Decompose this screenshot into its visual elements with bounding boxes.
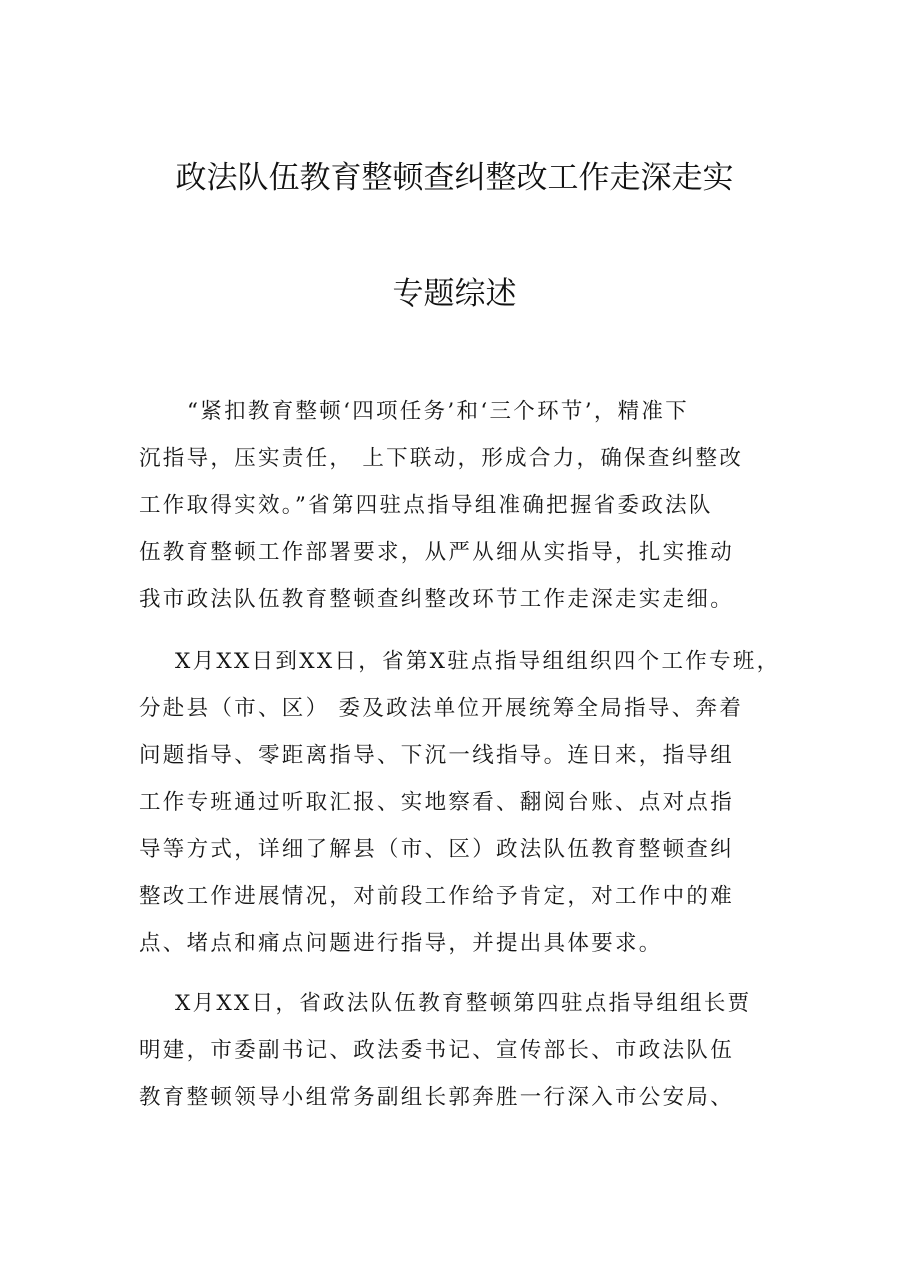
paragraph-line: 工作取得实效。”省第四驻点指导组准确把握省委政法队	[139, 493, 713, 518]
document-title-line-1: 政法队伍教育整顿查纠整改工作走深走实	[175, 160, 734, 196]
paragraph-line: 问题指导、零距离指导、下沉一线指导。连日来，指导组	[139, 743, 735, 768]
paragraph-line: 导等方式，详细了解县（市、区）政法队伍教育整顿查纠	[139, 837, 735, 862]
paragraph-line: X月XX日到XX日，省第X驻点指导组组织四个工作专班，	[175, 649, 781, 674]
paragraph-line: 点、堵点和痛点问题进行指导，并提出具体要求。	[139, 931, 663, 956]
paragraph-line: “紧扣教育整顿‘四项任务’和‘三个环节’，精准下	[187, 399, 690, 424]
paragraph-line: 工作专班通过听取汇报、实地察看、翻阅台账、点对点指	[139, 790, 735, 815]
paragraph-line: 我市政法队伍教育整顿查纠整改环节工作走深走实走细。	[139, 587, 735, 612]
paragraph-line: 沉指导，压实责任， 上下联动，形成合力，确保查纠整改	[139, 446, 744, 471]
paragraph-line: 伍教育整顿工作部署要求，从严从细从实指导，扎实推动	[139, 540, 735, 565]
paragraph-line: 分赴县（市、区） 委及政法单位开展统筹全局指导、奔着	[139, 696, 744, 721]
paragraph-line: 教育整顿领导小组常务副组长郭奔胜一行深入市公安局、	[139, 1085, 735, 1110]
paragraph-line: 整改工作进展情况，对前段工作给予肯定，对工作中的难	[139, 884, 735, 909]
document-title-line-2: 专题综述	[392, 276, 517, 312]
paragraph-line: 明建，市委副书记、政法委书记、宣传部长、市政法队伍	[139, 1038, 735, 1063]
paragraph-line: X月XX日，省政法队伍教育整顿第四驻点指导组组长贾	[175, 991, 752, 1016]
